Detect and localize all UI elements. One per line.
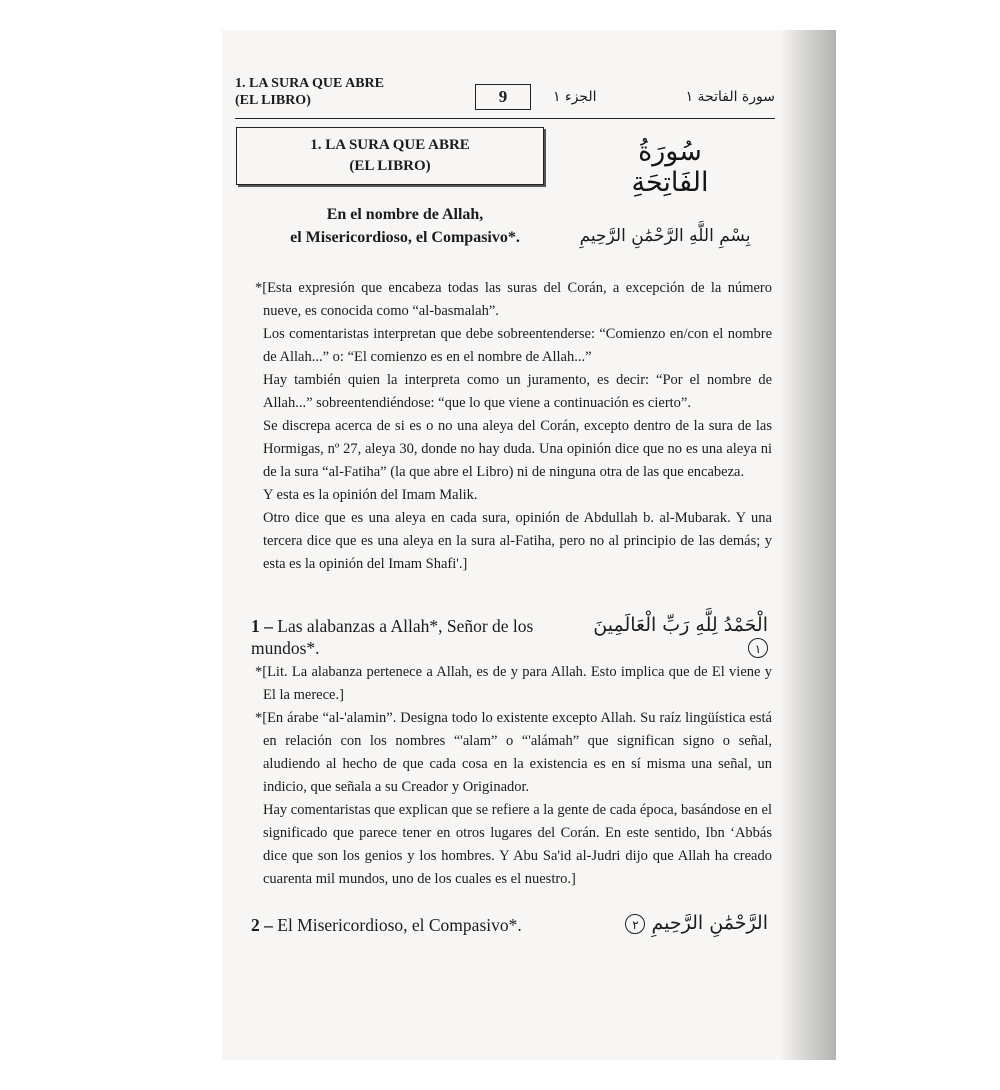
sura-title-box [236, 127, 544, 185]
commentary-paragraph: Los comentaristas interpretan que debe sobreentenderse: “Comienzo en/con el nombre de Allah...” o: “El comienzo es en el nombre de Allah...” [263, 326, 772, 365]
running-title-line1: 1. LA SURA QUE ABRE [235, 76, 384, 91]
sura-title-line1: 1. LA SURA QUE ABRE [310, 137, 470, 153]
verse-arabic-text: الْحَمْدُ لِلَّهِ رَبِّ الْعَالَمِينَ [593, 614, 768, 636]
basmala-translation [250, 203, 560, 249]
verse-text: Las alabanzas a Allah*, Señor de los mundos*. [251, 616, 534, 658]
basmala-line2: el Misericordioso, el Compasivo*. [290, 229, 520, 246]
commentary-paragraph: *[Esta expresión que encabeza todas las suras del Corán, a excepción de la número nueve, es conocida como “al-basmalah”. [255, 280, 772, 319]
verse-arabic-text: الرَّحْمَٰنِ الرَّحِيمِ [651, 912, 768, 934]
commentary-paragraph: *[En árabe “al-'alamin”. Designa todo lo existente excepto Allah. Su raíz lingüística está en relación con los nombres “'alam” o “'alámah” que significan signo o señal, aludiendo al hecho de que cada cosa en la existencia es en sí misma una señal, un indicio, que señala a su Creador y Originador. [255, 710, 772, 795]
page-header [235, 75, 775, 119]
basmala-arabic: بِسْمِ اللَّهِ الرَّحْمَٰنِ الرَّحِيمِ [579, 226, 751, 246]
header-divider [235, 118, 775, 119]
ayah-marker-icon: ٢ [625, 914, 645, 934]
commentary-paragraph: Hay comentaristas que explican que se refiere a la gente de cada época, basándose en el significado que parece tener en otros lugares del Corán. En este sentido, Ibn ‘Abbás dice que son los genios y los hombres. Y Abu Sa'id al-Judri dijo que Allah ha creado cuarenta mil mundos, uno de los cuales es el nuestro.] [263, 802, 772, 887]
commentary-paragraph: Otro dice que es una aleya en cada sura, opinión de Abdullah b. al-Mubarak. Y una tercera dice que es una aleya en la sura al-Fatiha, pero no al principio de las demás; y esta es la opinión del Imam Shafi'.] [263, 510, 772, 572]
verse-number: 1 [251, 616, 260, 636]
sura-title-line2: (EL LIBRO) [349, 158, 431, 174]
sura-name-arabic-header: سورة الفاتحة ١ [685, 89, 775, 105]
basmala-commentary [250, 277, 772, 576]
commentary-paragraph: Se discrepa acerca de si es o no una aleya del Corán, excepto dentro de la sura de las Hormigas, nº 27, aleya 30, donde no hay duda. Una opinión dice que no es una aleya ni de la sura “al-Fatiha” (la que abre el Libro) ni de ninguna otra de las que encabeza. [263, 418, 772, 480]
running-title [235, 75, 435, 109]
verse-2: 2 – El Misericordioso, el Compasivo*. [251, 915, 522, 935]
commentary-paragraph: Hay también quien la interpreta como un juramento, es decir: “Por el nombre de Allah...” sobreentendiéndose: “que lo que viene a continuación es cierto”. [263, 372, 772, 411]
juz-label: الجزء ١ [553, 89, 597, 105]
commentary-paragraph: *[Lit. La alabanza pertenece a Allah, es de y para Allah. Esto implica que de El viene y El la merece.] [255, 664, 772, 703]
verse-1-commentary [250, 661, 772, 891]
running-title-line2: (EL LIBRO) [235, 93, 311, 108]
page-number: 9 [475, 84, 531, 110]
sura-calligraphy: سُورَةُ الفَاتِحَةِ [631, 136, 709, 198]
commentary-paragraph: Y esta es la opinión del Imam Malik. [263, 487, 478, 503]
verse-1-arabic [568, 614, 768, 658]
basmala-line1: En el nombre de Allah, [326, 206, 484, 223]
verse-2-arabic [568, 912, 768, 934]
page-gutter-shadow [780, 30, 836, 1060]
verse-1: 1 – Las alabanzas a Allah*, Señor de los mundos*. [251, 616, 534, 658]
verse-number: 2 [251, 915, 260, 935]
ayah-marker-icon: ١ [748, 638, 768, 658]
verse-text: El Misericordioso, el Compasivo*. [277, 915, 522, 935]
